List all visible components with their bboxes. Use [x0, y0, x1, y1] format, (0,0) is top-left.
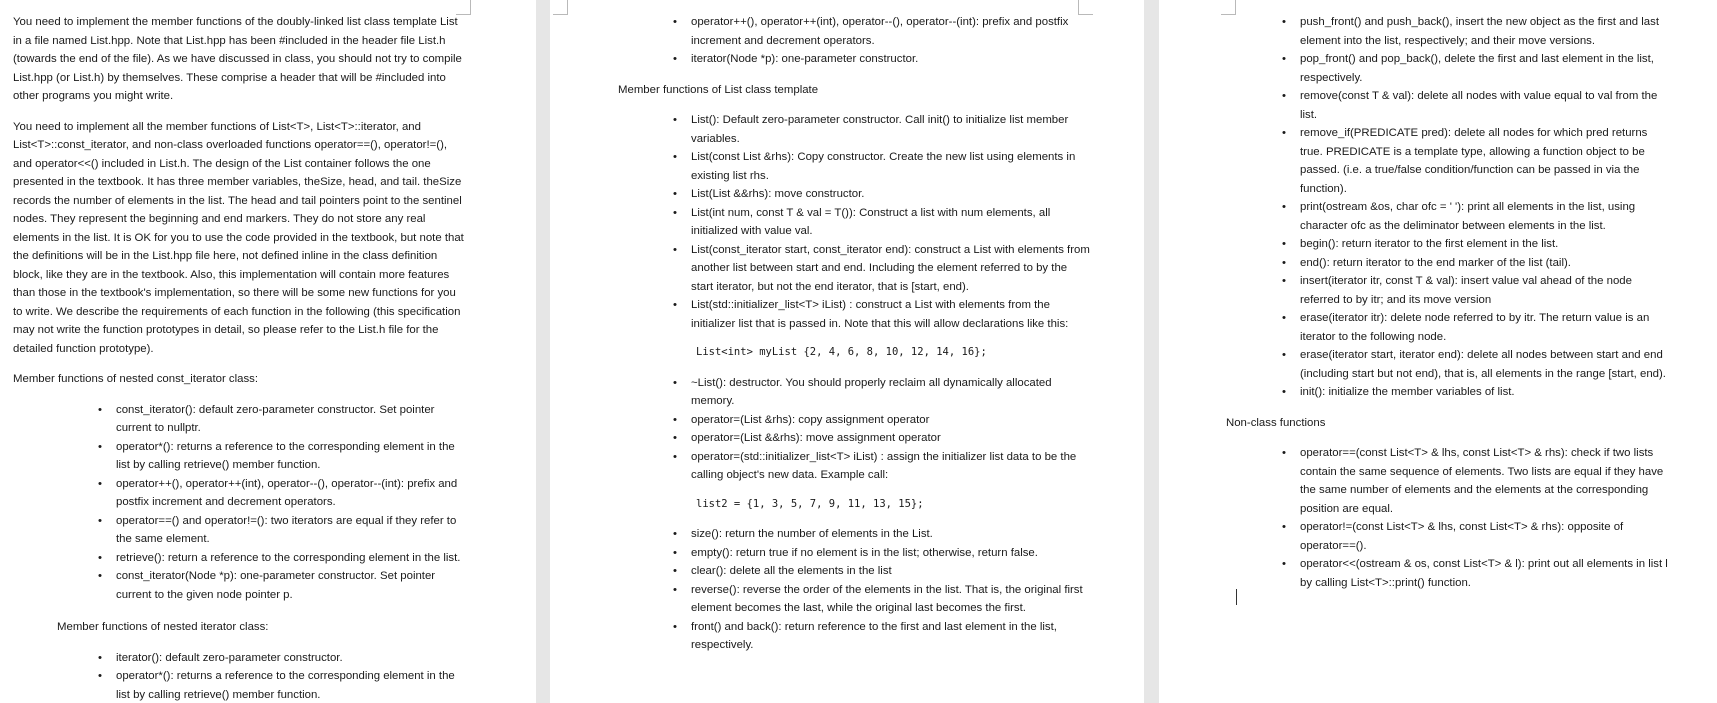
bullet-list	[95, 649, 465, 703]
margin-marker	[1221, 0, 1236, 15]
list-item[interactable]: • operator++(), operator++(int), operator--(), operator--(int): prefix and postfix increment and decrement operators.	[670, 13, 1090, 50]
list-item[interactable]: • operator!=(const List<T> & lhs, const List<T> & rhs): opposite of operator==().	[1279, 518, 1671, 555]
list-item[interactable]: • size(): return the number of elements in the List.	[670, 525, 1090, 544]
list-item[interactable]: • List(List &&rhs): move constructor.	[670, 185, 1090, 204]
bullet-list	[95, 401, 465, 605]
list-item[interactable]: • operator=(List &&rhs): move assignment operator	[670, 429, 1090, 448]
list-item[interactable]: • operator++(), operator++(int), operator--(), operator--(int): prefix and postfix increment and decrement operators.	[95, 475, 465, 512]
section-heading[interactable]: Member functions of nested const_iterator class:	[13, 373, 259, 385]
section-heading[interactable]: Non-class functions	[1226, 416, 1326, 429]
text-cursor	[1236, 589, 1237, 605]
list-item[interactable]: • empty(): return true if no element is in the list; otherwise, return false.	[670, 544, 1090, 563]
list-item[interactable]: • remove(const T & val): delete all nodes with value equal to val from the list.	[1279, 87, 1671, 124]
list-item[interactable]: • List(const List &rhs): Copy constructor. Create the new list using elements in existing list rhs.	[670, 148, 1090, 185]
document-page-1	[0, 0, 536, 703]
list-item[interactable]: • clear(): delete all the elements in the list	[670, 562, 1090, 581]
list-item[interactable]: • reverse(): reverse the order of the elements in the list. That is, the original first element becomes the last, while the original last becomes the first.	[670, 581, 1090, 618]
list-item[interactable]: • operator==() and operator!=(): two iterators are equal if they refer to the same element.	[95, 512, 465, 549]
list-item[interactable]: • erase(iterator start, iterator end): delete all nodes between start and end (including start but not end), that is, all elements in the range [start, end).	[1279, 346, 1671, 383]
list-item[interactable]: • const_iterator(): default zero-parameter constructor. Set pointer current to nullptr.	[95, 401, 465, 438]
page-content[interactable]	[1226, 13, 1671, 602]
list-item[interactable]: • push_front() and push_back(), insert the new object as the first and last element into the list, respectively; and their move versions.	[1279, 13, 1671, 50]
bullet-list	[1279, 13, 1671, 402]
section-heading[interactable]: Member functions of List class template	[618, 83, 819, 96]
list-item[interactable]: • operator=(List &rhs): copy assignment operator	[670, 411, 1090, 430]
list-item[interactable]: • operator==(const List<T> & lhs, const List<T> & rhs): check if two lists contain the same sequence of elements. Two lists are equal if they have the same number of elements and the elements at the corresponding position are equal.	[1279, 444, 1671, 518]
list-item[interactable]: • operator*(): returns a reference to the corresponding element in the list by calling retrieve() member function.	[95, 438, 465, 475]
code-example[interactable]: List<int> myList {2, 4, 6, 8, 10, 12, 14, 16};	[696, 346, 987, 358]
list-item[interactable]: • operator*(): returns a reference to the corresponding element in the list by calling retrieve() member function.	[95, 667, 465, 703]
list-item[interactable]: • List(const_iterator start, const_iterator end): construct a List with elements from another list between start and end. Including the element referred to by the start iterator, but not the end iterator, that is [start, end).	[670, 241, 1090, 297]
section-heading[interactable]: Member functions of nested iterator class:	[57, 621, 269, 633]
list-item[interactable]: • remove_if(PREDICATE pred): delete all nodes for which pred returns true. PREDICATE is a template type, allowing a function object to be passed. (i.e. a true/false condition/function can be passed in via the function).	[1279, 124, 1671, 198]
margin-marker	[553, 0, 568, 15]
document-page-2	[550, 0, 1144, 703]
list-item[interactable]: • List(int num, const T & val = T()): Construct a list with num elements, all initialized with value val.	[670, 204, 1090, 241]
list-item[interactable]: • pop_front() and pop_back(), delete the first and last element in the list, respectively.	[1279, 50, 1671, 87]
paragraph[interactable]: You need to implement the member functions of the doubly-linked list class template List in a file named List.hpp. Note that List.hpp has been #included in the header file List.h (towards the end of the file). As we have discussed in class, you should not try to compile List.hpp (or List.h) by themselves. These comprise a header that will be #included into other programs you might write.	[13, 16, 462, 102]
list-item[interactable]: • init(): initialize the member variables of list.	[1279, 383, 1671, 402]
list-item[interactable]: • erase(iterator itr): delete node referred to by itr. The return value is an iterator to the following node.	[1279, 309, 1671, 346]
list-item[interactable]: • List(): Default zero-parameter constructor. Call init() to initialize list member variables.	[670, 111, 1090, 148]
list-item[interactable]: • operator<<(ostream & os, const List<T> & l): print out all elements in list l by calling List<T>::print() function.	[1279, 555, 1671, 592]
page-content[interactable]	[618, 13, 1090, 665]
list-item[interactable]: • iterator(Node *p): one-parameter constructor.	[670, 50, 1090, 69]
list-item[interactable]: • front() and back(): return reference to the first and last element in the list, respectively.	[670, 618, 1090, 655]
list-item[interactable]: • print(ostream &os, char ofc = ' '): print all elements in the list, using character ofc as the deliminator between elements in the list.	[1279, 198, 1671, 235]
list-item[interactable]: • ~List(): destructor. You should properly reclaim all dynamically allocated memory.	[670, 374, 1090, 411]
list-item[interactable]: • operator=(std::initializer_list<T> iList) : assign the initializer list data to be the calling object's new data. Example call:	[670, 448, 1090, 485]
code-example[interactable]: list2 = {1, 3, 5, 7, 9, 11, 13, 15};	[696, 497, 924, 510]
paragraph[interactable]: You need to implement all the member functions of List<T>, List<T>::iterator, and List<T>::const_iterator, and non-class overloaded functions operator==(), operator!=(), and operator<<() included in List.h. The design of the List container follows the one presented in the textbook. It has three member variables, theSize, head, and tail. theSize records the number of elements in the list. The head and tail pointers point to the sentinel nodes. They represent the beginning and end markers. They do not store any real elements in the list. It is OK for you to use the code provided in the textbook, but note that the definitions will be in the List.hpp file here, not defined inline in the class definition block, like they are in the textbook. Also, this implementation will contain more features than those in the textbook's implementation, so there will be some new functions for you to write. We describe the requirements of each function in the following (this specification may not write the function prototypes in detail, so please refer to the List.h file for the detailed function prototype).	[13, 120, 464, 355]
list-item[interactable]: • retrieve(): return a reference to the corresponding element in the list.	[95, 549, 465, 568]
page-content[interactable]	[13, 13, 465, 703]
list-item[interactable]: • iterator(): default zero-parameter constructor.	[95, 649, 465, 668]
list-item[interactable]: • insert(iterator itr, const T & val): insert value val ahead of the node referred to by itr; and its move version	[1279, 272, 1671, 309]
bullet-list	[670, 13, 1090, 69]
bullet-list	[670, 374, 1090, 485]
bullet-list	[670, 111, 1090, 333]
list-item[interactable]: • List(std::initializer_list<T> iList) : construct a List with elements from the initializer list that is passed in. Note that this will allow declarations like this:	[670, 296, 1090, 333]
bullet-list	[1279, 444, 1671, 592]
list-item[interactable]: • end(): return iterator to the end marker of the list (tail).	[1279, 254, 1671, 273]
list-item[interactable]: • begin(): return iterator to the first element in the list.	[1279, 235, 1671, 254]
bullet-list	[670, 525, 1090, 655]
list-item[interactable]: • const_iterator(Node *p): one-parameter constructor. Set pointer current to the given node pointer p.	[95, 567, 465, 604]
document-page-3	[1159, 0, 1717, 703]
